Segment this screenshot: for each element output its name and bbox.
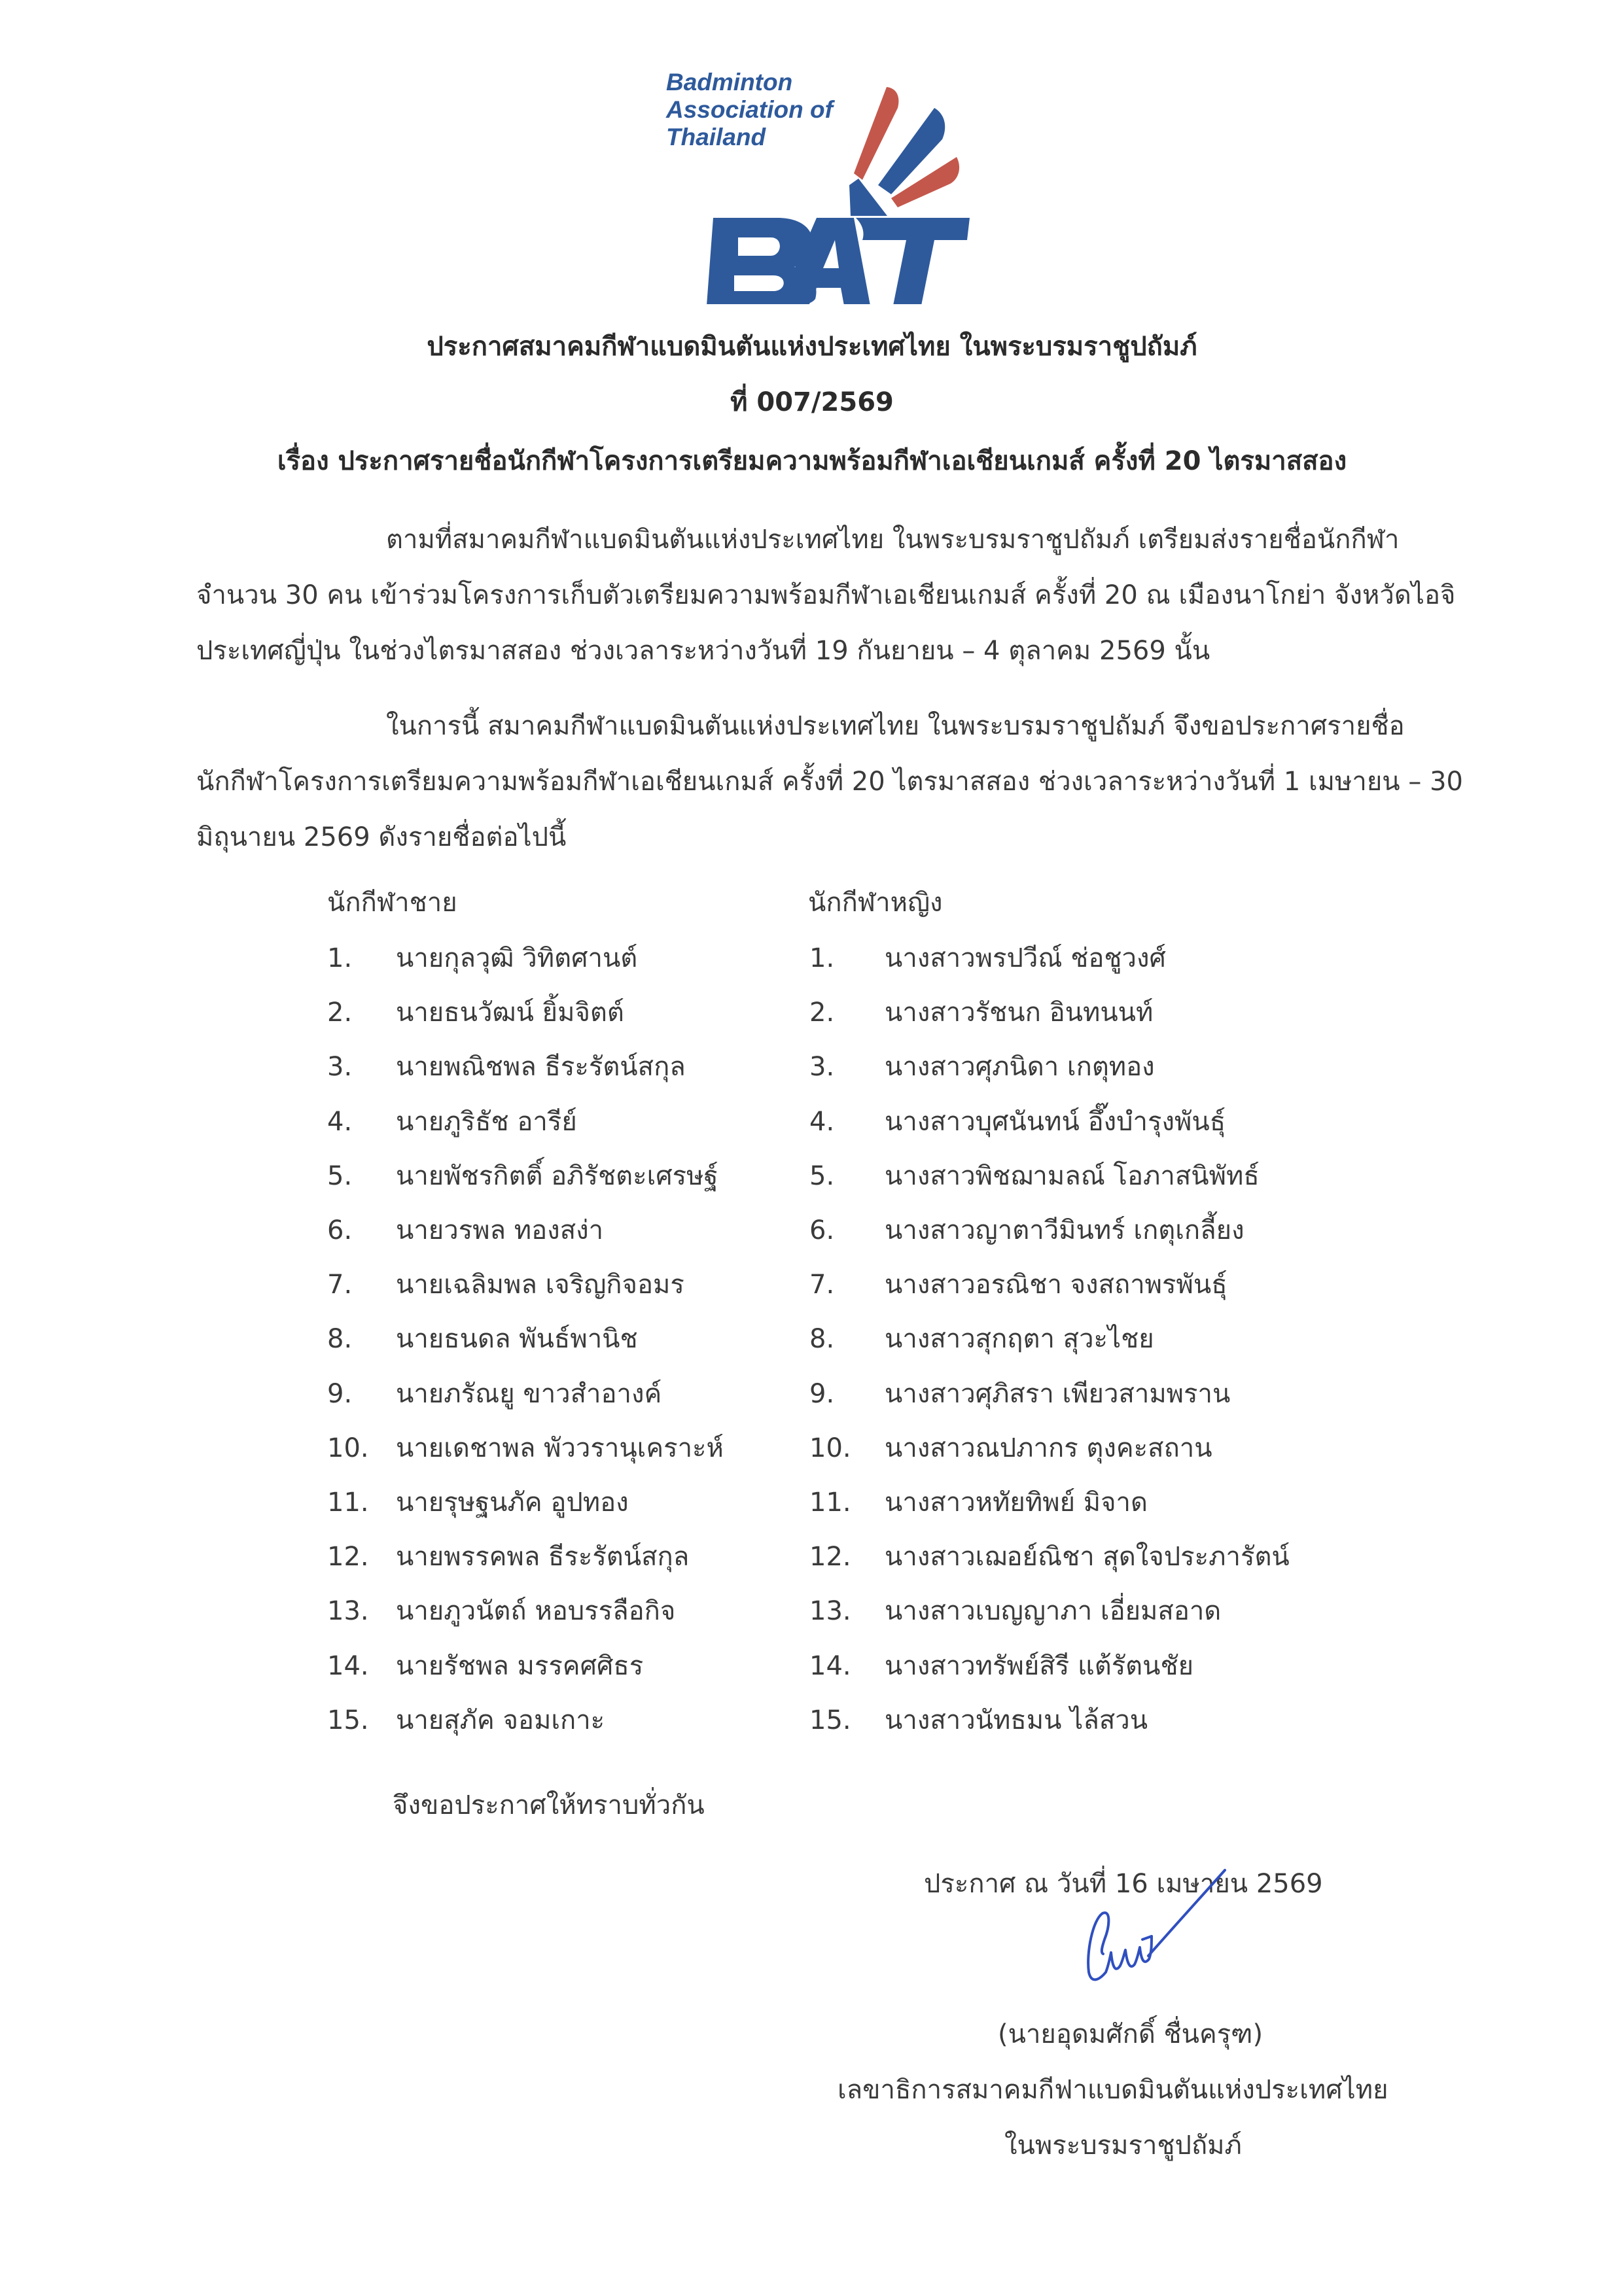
announcement-date: ประกาศ ณ วันที่ 16 เมษายน 2569 [924,1869,1323,1899]
female-item-number: 2. [809,998,835,1028]
female-athlete-name: นางสาวเบญญาภา เอี่ยมสอาด [885,1596,1222,1626]
male-athlete-name: นายธนดล พันธ์พานิช [396,1324,638,1354]
male-athlete-name: นายเดชาพล พัววรานุเคราะห์ [396,1433,724,1463]
female-item-number: 4. [809,1107,835,1137]
female-item-number: 12. [809,1542,851,1572]
male-item-number: 10. [327,1433,369,1463]
male-item-number: 4. [327,1107,353,1137]
female-athlete-name: นางสาวศุภิสรา เพียวสามพราน [885,1379,1231,1409]
female-item-number: 8. [809,1324,835,1354]
female-item-number: 6. [809,1215,835,1245]
female-item-number: 13. [809,1596,851,1626]
logo-line-2: Association of [666,96,833,123]
male-athlete-name: นายเฉลิมพล เจริญกิจอมร [396,1270,684,1300]
paragraph-2-line-2: นักกีฬาโครงการเตรียมความพร้อมกีฬาเอเชียนเกมส์ ครั้งที่ 20 ไตรมาสสอง ช่วงเวลาระหว่างวันที่ 1 เมษายน – 30 [196,767,1463,797]
male-heading: นักกีฬาชาย [327,888,457,918]
female-athlete-name: นางสาวพรปวีณ์ ช่อชูวงศ์ [885,943,1166,973]
male-athlete-name: นายรัชพล มรรคศศิธร [396,1651,644,1681]
logo-letter-t [856,218,970,304]
female-athlete-name: นางสาวอรณิชา จงสถาพรพันธุ์ [885,1270,1227,1300]
closing-statement: จึงขอประกาศให้ทราบทั่วกัน [393,1790,705,1820]
logo-feather-red-top [854,87,898,180]
male-item-number: 12. [327,1542,369,1572]
male-athlete-name: นายรุษฐนภัค อูปทอง [396,1487,629,1518]
announcement-number: ที่ 007/2569 [730,387,894,417]
female-athlete-name: นางสาวนัทธมน ไล้สวน [885,1705,1148,1735]
male-item-number: 13. [327,1596,369,1626]
paragraph-1-line-3: ประเทศญี่ปุ่น ในช่วงไตรมาสสอง ช่วงเวลาระหว่างวันที่ 19 กันยายน – 4 ตุลาคม 2569 นั้น [196,636,1210,666]
paragraph-2-line-3: มิถุนายน 2569 ดังรายชื่อต่อไปนี้ [196,822,567,852]
female-athlete-name: นางสาวรัชนก อินทนนท์ [885,998,1154,1028]
signer-position-line-1: เลขาธิการสมาคมกีฟาแบดมินตันแห่งประเทศไทย [838,2075,1388,2105]
announcement-subject: เรื่อง ประกาศรายชื่อนักกีฬาโครงการเตรียมความพร้อมกีฬาเอเชียนเกมส์ ครั้งที่ 20 ไตรมาสสอง [277,446,1347,476]
female-athlete-name: นางสาวศุภนิดา เกตุทอง [885,1052,1155,1082]
signer-name: (นายอุดมศักดิ์ ชื่นครุฑ) [998,2019,1263,2049]
female-athlete-name: นางสาวหทัยทิพย์ มิจาด [885,1487,1148,1518]
paragraph-1-line-1: ตามที่สมาคมกีฬาแบดมินตันแห่งประเทศไทย ในพระบรมราชูปถัมภ์ เตรียมส่งรายชื่อนักกีฬา [386,525,1400,555]
logo-line-3: Thailand [666,124,766,150]
male-item-number: 6. [327,1215,353,1245]
male-item-number: 15. [327,1705,369,1735]
female-item-number: 10. [809,1433,851,1463]
female-athlete-name: นางสาวบุศนันทน์ อึ๊งบำรุงพันธุ์ [885,1107,1226,1137]
male-item-number: 2. [327,998,353,1028]
female-item-number: 15. [809,1705,851,1735]
female-item-number: 9. [809,1379,835,1409]
male-item-number: 3. [327,1052,353,1082]
male-athlete-name: นายภูริธัช อารีย์ [396,1107,577,1137]
male-athlete-name: นายสุภัค จอมเกาะ [396,1705,605,1735]
male-athlete-name: นายพรรคพล ธีระรัตน์สกุล [396,1542,690,1572]
announcement-title: ประกาศสมาคมกีฬาแบดมินตันแห่งประเทศไทย ในพระบรมราชูปถัมภ์ [427,332,1197,362]
logo-line-1: Badminton [666,69,793,96]
male-item-number: 11. [327,1487,369,1518]
female-athlete-name: นางสาวญาตาวีมินทร์ เกตุเกลี้ยง [885,1215,1244,1245]
female-athlete-name: นางสาวสุกฤตา สุวะไชย [885,1324,1154,1354]
male-item-number: 5. [327,1161,353,1191]
male-item-number: 14. [327,1651,369,1681]
male-athlete-name: นายภูวนัตถ์ หอบรรลือกิจ [396,1596,676,1626]
female-item-number: 1. [809,943,835,973]
male-athlete-name: นายธนวัฒน์ ยิ้มจิตต์ [396,998,624,1028]
signer-position-line-2: ในพระบรมราชูปถัมภ์ [1004,2131,1242,2161]
female-item-number: 7. [809,1270,835,1300]
handwritten-signature [1073,1868,1230,1985]
female-athlete-name: นางสาวทรัพย์สิรี แต้รัตนชัย [885,1651,1194,1681]
paragraph-1-line-2: จำนวน 30 คน เข้าร่วมโครงการเก็บตัวเตรียมความพร้อมกีฬาเอเชียนเกมส์ ครั้งที่ 20 ณ เมืองนาโกย่า จังหวัดไอจิ [196,580,1456,610]
male-item-number: 9. [327,1379,353,1409]
male-athlete-name: นายวรพล ทองสง่า [396,1215,604,1245]
female-item-number: 11. [809,1487,851,1518]
logo-text [666,69,833,151]
male-athlete-name: นายพัชรกิตติ์ อภิรัชตะเศรษฐ์ [396,1161,718,1191]
bat-logo [654,69,981,304]
female-item-number: 3. [809,1052,835,1082]
male-athlete-name: นายพณิชพล ธีระรัตน์สกุล [396,1052,686,1082]
male-athlete-name: นายภรัณยู ขาวสำอางค์ [396,1379,662,1409]
male-item-number: 7. [327,1270,353,1300]
female-item-number: 5. [809,1161,835,1191]
female-athlete-name: นางสาวเฌอย์ณิชา สุดใจประภารัตน์ [885,1542,1290,1572]
female-item-number: 14. [809,1651,851,1681]
paragraph-2-line-1: ในการนี้ สมาคมกีฬาแบดมินตันแห่งประเทศไทย ในพระบรมราชูปถัมภ์ จึงขอประกาศรายชื่อ [386,711,1405,741]
male-item-number: 1. [327,943,353,973]
male-athlete-name: นายกุลวุฒิ วิทิตศานต์ [396,943,638,973]
female-athlete-name: นางสาวณปภากร ตุงคะสถาน [885,1433,1212,1463]
male-item-number: 8. [327,1324,353,1354]
female-athlete-name: นางสาวพิชฌามลณ์ โอภาสนิพัทธ์ [885,1161,1260,1191]
female-heading: นักกีฬาหญิง [808,888,943,918]
